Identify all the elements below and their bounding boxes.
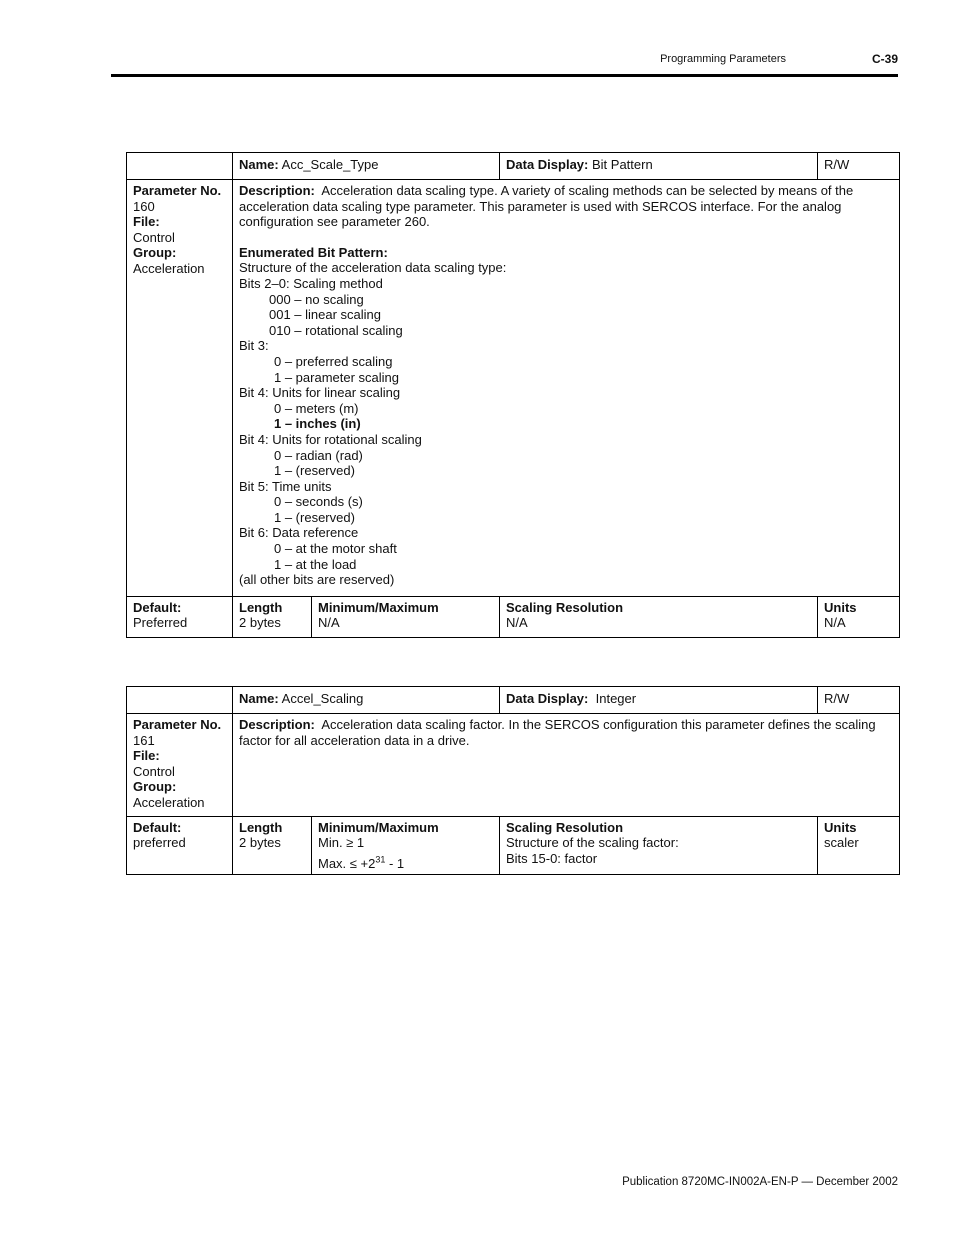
description-text: Acceleration data scaling type. A variety of scaling methods can be selected by means of the acceleration data scaling type parameter. This parameter is used with SERCOS interface. For the analog configuration see parameter 260. [239,183,854,230]
bit-option: 1 – at the load [274,556,357,572]
scaling-resolution-value: N/A [506,615,528,631]
min-max-value: N/A [318,615,340,631]
data-display-value: Bit Pattern [592,157,653,172]
max-suffix: - 1 [385,855,405,871]
default-value: Preferred [133,615,188,631]
bit-line: Bit 4: Units for rotational scaling [239,431,422,447]
bit-option: 1 – parameter scaling [274,369,400,385]
description-label: Description: [239,183,315,198]
name-cell [233,153,500,180]
bit-option: 010 – rotational scaling [269,322,403,338]
min-max-label: Minimum/Maximum [318,599,439,615]
bit-option: 1 – (reserved) [274,463,355,479]
bit-line: (all other bits are reserved) [239,572,395,588]
bit-line: Bits 2–0: Scaling method [239,275,383,291]
length-cell [233,816,312,875]
default-value: preferred [133,835,186,851]
bit-line: Bit 5: Time units [239,478,332,494]
scaling-resolution-label: Scaling Resolution [506,819,624,835]
data-display-label: Data Display: [506,157,589,172]
length-label: Length [239,599,283,615]
group-label: Group: [133,779,177,795]
file-label: File: [133,748,160,764]
bit-line: Bit 6: Data reference [239,525,359,541]
header-rule [111,74,898,77]
max-value [318,856,493,872]
name-label: Name: [239,691,279,706]
min-max-cell [312,816,500,875]
length-cell [233,596,312,637]
group-label: Group: [133,245,177,261]
parameter-number: 160 [133,198,155,214]
min-max-label: Minimum/Maximum [318,819,439,835]
min-max-cell [312,596,500,637]
units-value: scaler [824,835,859,851]
parameter-name: Accel_Scaling [281,691,364,706]
parameter-table-160 [126,152,900,638]
publication-footer: Publication 8720MC-IN002A-EN-P — December 2002 [622,1176,898,1188]
units-label: Units [824,819,857,835]
empty-header-cell [127,153,233,180]
bit-option: 0 – seconds (s) [274,494,363,510]
description-cell [233,714,900,817]
bit-option: 0 – radian (rad) [274,447,363,463]
parameter-info-cell [127,180,233,597]
description-text: Acceleration data scaling factor. In the SERCOS configuration this parameter defines the scaling factor for all acceleration data in a drive. [239,717,876,748]
bit-option: 0 – preferred scaling [274,353,393,369]
file-value: Control [133,763,175,779]
file-value: Control [133,229,175,245]
bit-option: 001 – linear scaling [269,307,382,323]
bit-option: 1 – (reserved) [274,509,355,525]
scaling-resolution-line: Structure of the scaling factor: [506,835,679,851]
default-cell [127,816,233,875]
file-label: File: [133,214,160,230]
scaling-resolution-label: Scaling Resolution [506,599,624,615]
group-value: Acceleration [133,794,205,810]
parameter-no-label: Parameter No. [133,717,222,732]
empty-header-cell [127,687,233,714]
default-label: Default: [133,819,182,835]
scaling-resolution-cell [500,816,818,875]
scaling-resolution-cell [500,596,818,637]
parameter-name: Acc_Scale_Type [281,157,379,172]
min-value: Min. ≥ 1 [318,835,365,851]
default-cell [127,596,233,637]
bit-line: Structure of the acceleration data scaling type: [239,260,507,276]
name-label: Name: [239,157,279,172]
data-display-value: Integer [595,691,637,706]
data-display-label: Data Display: [506,691,589,706]
description-cell [233,180,900,597]
units-cell [818,816,900,875]
scaling-resolution-line: Bits 15-0: factor [506,850,598,866]
bit-option: 0 – meters (m) [274,400,359,416]
parameter-table-161 [126,686,900,875]
data-display-cell [500,687,818,714]
bit-line: Bit 4: Units for linear scaling [239,385,401,401]
access-cell: R/W [818,687,900,714]
default-label: Default: [133,599,182,615]
bit-option-default: 1 – inches (in) [274,416,361,432]
page-number: C-39 [871,52,898,66]
bit-option: 0 – at the motor shaft [274,541,397,557]
running-header-section: Programming Parameters [660,53,786,65]
length-value: 2 bytes [239,615,281,631]
length-value: 2 bytes [239,835,281,851]
description [239,717,893,748]
units-value: N/A [824,615,846,631]
units-cell [818,596,900,637]
parameter-info-cell [127,714,233,817]
group-value: Acceleration [133,260,205,276]
max-exponent: 31 [375,854,386,865]
parameter-no-label: Parameter No. [133,183,222,198]
data-display-cell [500,153,818,180]
bit-option: 000 – no scaling [269,291,364,307]
enum-heading: Enumerated Bit Pattern: [239,244,388,260]
bit-line: Bit 3: [239,338,269,354]
parameter-number: 161 [133,732,155,748]
description-label: Description: [239,717,315,732]
length-label: Length [239,819,283,835]
name-cell [233,687,500,714]
max-prefix: Max. ≤ +2 [318,855,376,871]
description [239,183,893,230]
units-label: Units [824,599,857,615]
access-cell: R/W [818,153,900,180]
